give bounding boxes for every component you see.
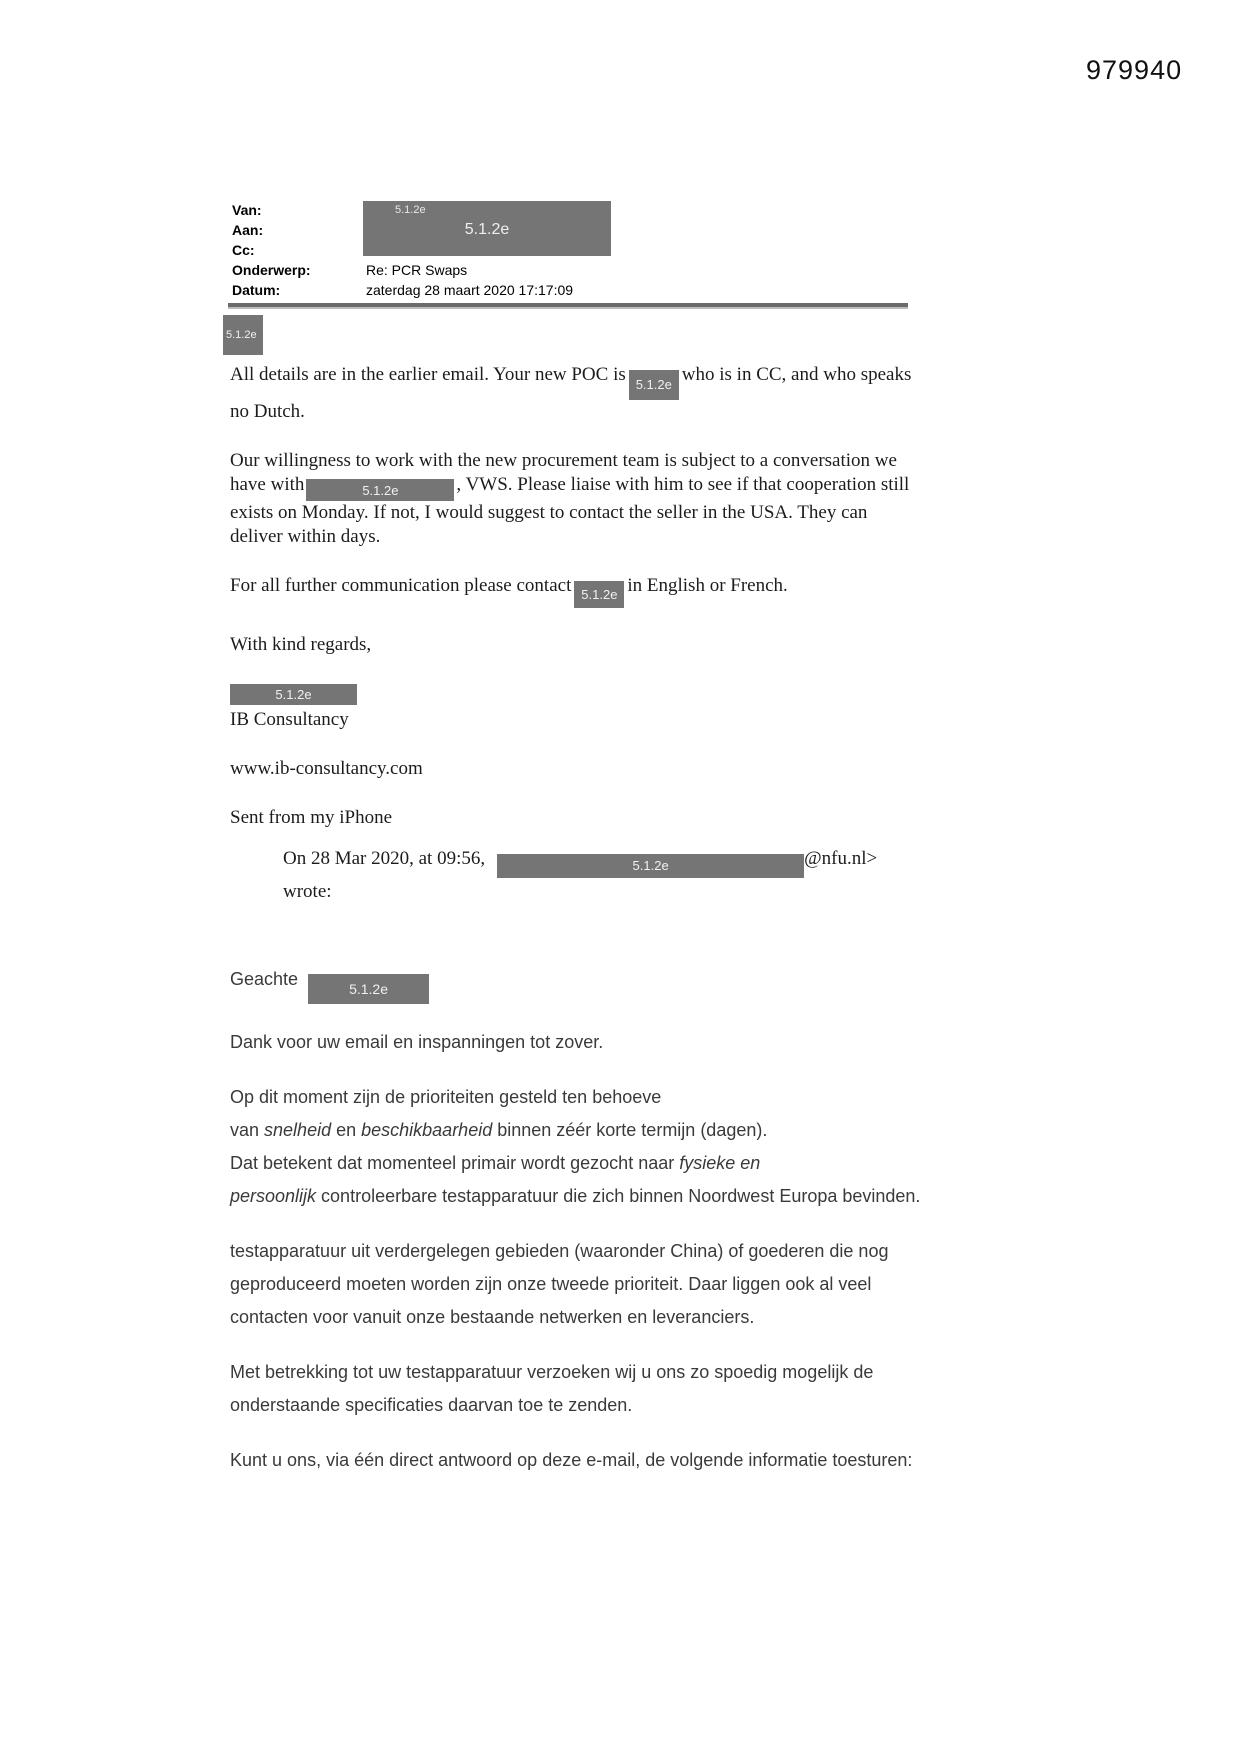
paragraph-line: [230, 1235, 1100, 1268]
text-segment: have with: [230, 473, 305, 495]
date-value: zaterdag 28 maart 2020 17:17:09: [366, 282, 574, 298]
paragraph-gap: [230, 1059, 1100, 1081]
text-segment: Dank voor uw email en inspanningen tot zover.: [230, 1032, 604, 1052]
paragraph-line: [230, 1301, 1100, 1334]
email-body-dutch: [230, 963, 1100, 1477]
paragraph-line: [230, 1026, 1100, 1059]
redaction-code-small: 5.1.2e: [395, 204, 426, 216]
text-segment: en: [331, 1120, 362, 1140]
company-name: [230, 708, 1010, 732]
paragraph-gap: [230, 1334, 1100, 1356]
paragraph-gap: [230, 657, 1010, 682]
inline-redaction-box: 5.1.2e: [574, 581, 624, 608]
paragraph-line: [230, 525, 1010, 549]
quote-attribution: [283, 845, 1023, 905]
paragraph-gap: [230, 1004, 1100, 1026]
standalone-redaction-box: 5.1.2e: [223, 315, 263, 355]
text-segment: who is in CC, and who speaks: [681, 364, 912, 385]
inline-redaction-box: 5.1.2e: [306, 479, 454, 501]
closing-line: [230, 633, 1010, 657]
text-segment: Our willingness to work with the new procurement team is subject to a conversation we: [230, 449, 897, 471]
text-segment: deliver within days.: [230, 526, 381, 547]
paragraph-gap: [230, 1213, 1100, 1235]
text-segment: With kind regards,: [230, 634, 372, 655]
aan-label: Aan:: [232, 222, 264, 238]
datum-label: Datum:: [232, 282, 281, 298]
text-segment: On 28 Mar 2020, at 09:56,: [283, 848, 486, 869]
paragraph-line: [230, 1147, 1100, 1180]
paragraph-line: [230, 1081, 1100, 1114]
paragraph-line: [230, 363, 1010, 400]
subject-value: Re: PCR Swaps: [366, 262, 468, 278]
paragraph-gap: [230, 608, 1010, 633]
quote-wrote-line: [283, 878, 1023, 905]
header-redaction-box: [363, 201, 611, 256]
paragraph-line: [230, 1180, 1100, 1213]
quote-attribution-line: [283, 845, 1023, 878]
italic-text-segment: fysieke en: [679, 1153, 761, 1173]
van-label: Van:: [232, 202, 262, 218]
text-segment: Met betrekking tot uw testapparatuur verzoeken wij u ons zo spoedig mogelijk de: [230, 1362, 874, 1382]
text-segment: For all further communication please contact: [230, 575, 572, 596]
text-segment: Kunt u ons, via één direct antwoord op deze e-mail, de volgende informatie toesturen:: [230, 1450, 913, 1470]
italic-text-segment: beschikbaarheid: [361, 1120, 493, 1140]
text-segment: @nfu.nl>: [804, 848, 878, 869]
text-segment: contacten voor vanuit onze bestaande netwerken en leveranciers.: [230, 1307, 755, 1327]
sent-from-line: [230, 806, 1010, 830]
header-row-onderwerp: [232, 260, 922, 280]
text-segment: in English or French.: [627, 575, 788, 596]
text-segment: All details are in the earlier email. Your new POC is: [230, 364, 626, 385]
text-segment: testapparatuur uit verdergelegen gebieden (waaronder China) of goederen die nog: [230, 1241, 889, 1261]
quote-redaction-box: 5.1.2e: [497, 854, 804, 878]
text-segment: Sent from my iPhone: [230, 807, 393, 828]
paragraph-line: [230, 574, 1010, 608]
paragraph-line: [230, 1444, 1100, 1477]
paragraph-gap: [230, 1422, 1100, 1444]
paragraph-gap: [230, 424, 1010, 449]
text-segment: exists on Monday. If not, I would suggest to contact the seller in the USA. They can: [230, 502, 868, 523]
text-segment: no Dutch.: [230, 400, 305, 422]
header-row-datum: [232, 280, 922, 300]
text-segment: Dat betekent dat momenteel primair wordt gezocht naar: [230, 1153, 680, 1173]
text-segment: Geachte: [230, 969, 299, 989]
paragraph-line: [230, 1114, 1100, 1147]
paragraph-gap: [230, 732, 1010, 757]
paragraph-line: [230, 1389, 1100, 1422]
text-segment: IB Consultancy: [230, 709, 349, 730]
document-number: 979940: [1086, 55, 1183, 85]
text-segment: geproduceerd moeten worden zijn onze tweede prioriteit. Daar liggen ook al veel: [230, 1274, 872, 1294]
email-body-english: [230, 363, 1010, 830]
italic-text-segment: snelheid: [264, 1120, 332, 1140]
paragraph-line: [230, 1356, 1100, 1389]
cc-label: Cc:: [232, 242, 255, 258]
salutation-redaction-box: 5.1.2e: [308, 974, 429, 1004]
italic-text-segment: persoonlijk: [230, 1186, 317, 1206]
text-segment: Op dit moment zijn de prioriteiten gesteld ten behoeve: [230, 1087, 662, 1107]
text-segment: , VWS. Please liaise with him to see if that cooperation still: [456, 473, 910, 495]
text-segment: wrote:: [283, 880, 332, 902]
email-header: [232, 200, 922, 300]
signature-redaction-box: 5.1.2e: [230, 684, 357, 705]
paragraph-gap: [230, 781, 1010, 806]
text-segment: van: [230, 1120, 265, 1140]
redaction-code-large: 5.1.2e: [464, 221, 510, 238]
text-segment: www.ib-consultancy.com: [230, 758, 423, 779]
paragraph-gap: [230, 549, 1010, 574]
header-separator-rule: [228, 303, 908, 309]
paragraph-line: [230, 449, 1010, 473]
text-segment: binnen zéér korte termijn (dagen).: [492, 1120, 768, 1140]
website-url: [230, 757, 1010, 781]
text-segment: onderstaande specificaties daarvan toe te zenden.: [230, 1395, 633, 1415]
inline-redaction-box: 5.1.2e: [629, 370, 679, 400]
text-segment: controleerbare testapparatuur die zich binnen Noordwest Europa bevinden.: [316, 1186, 921, 1206]
paragraph-line: [230, 473, 1010, 502]
paragraph-line: [230, 400, 1010, 424]
onderwerp-label: Onderwerp:: [232, 262, 311, 278]
paragraph-line: [230, 501, 1010, 525]
salutation-line: [230, 963, 1100, 1004]
paragraph-line: [230, 1268, 1100, 1301]
